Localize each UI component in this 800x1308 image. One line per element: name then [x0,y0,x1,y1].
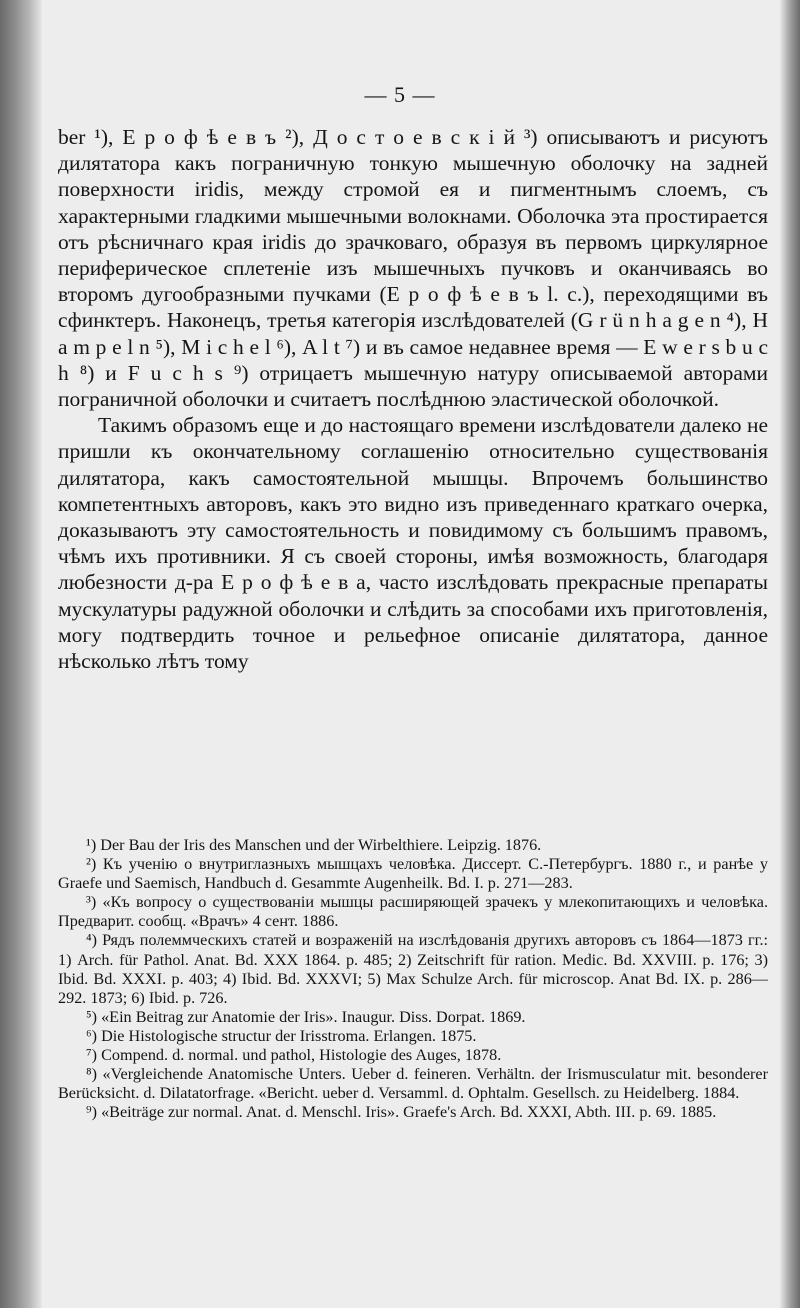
page-number: — 5 — [364,82,436,107]
footnote-2: ²) Къ ученію о внутриглазныхъ мышцахъ человѣка. Диссерт. С.-Петербургъ. 1880 г., и ранѣе у Graefe und Saemisch, Handbuch d. Gesammte Augenheilk. Bd. I. p. 271—283. [58,855,768,893]
footnote-7: ⁷) Compend. d. normal. und pathol, Histologie des Auges, 1878. [86,1046,502,1065]
page-edge-left [0,0,42,1308]
footnote-5: ⁵) «Ein Beitrag zur Anatomie der Iris». Inaugur. Diss. Dorpat. 1869. [86,1007,526,1026]
footnote-4: ⁴) Рядъ полеммческихъ статей и возраженій на изслѣдованія другихъ авторовъ съ 1864—1873 гг.: 1) Arch. für Pathol. Anat. Bd. XXX 1864. p. 485; 2) Zeitschrift für ration. Medic. Bd. XXVIII. p. 176; 3) Ibid. Bd. XXXI. p. 403; 4) Ibid. Bd. XXXVI; 5) Max Schulze Arch. für microscop. Anat Bd. IX. p. 286—292. 1873; 6) Ibid. p. 726. [58,931,768,1007]
footnote-3: ³) «Къ вопросу о существованіи мышцы расширяющей зрачекъ у млекопитающихъ и человѣка. Предварит. сообщ. «Врачъ» 4 сент. 1886. [58,893,768,931]
footnote-8: ⁸) «Vergleichende Anatomische Unters. Ueber d. feineren. Verhältn. der Irismusculatur mit. besonderer Berücksicht. d. Dilatatorfrage. «Bericht. ueber d. Versamml. d. Ophtalm. Gesellsch. zu Heidelberg. 1884. [58,1065,768,1103]
footnote-6: ⁶) Die Histologische structur der Irisstroma. Erlangen. 1875. [86,1026,477,1045]
footnotes-block [58,836,768,1122]
paragraph-1: ber ¹), Е р о ф ѣ е в ъ ²), Д о с т о е в с к і й ³) описываютъ и рисуютъ дилятатора какъ пограничную тонкую мышечную оболочку на задней поверхности iridis, между стромой ея и пигментнымъ слоемъ, съ характерными гладкими мышечными волокнами. Оболочка эта простирается отъ рѣсничнаго края iridis до зрачковаго, образуя въ первомъ циркулярное периферическое сплетеніе изъ мышечныхъ пучковъ и оканчиваясь во второмъ дугообразными пучками (Е р о ф ѣ е в ъ l. c.), переходящими въ сфинктеръ. Наконецъ, третья категорія изслѣдователей (G r ü n h a g e n ⁴), H a m p e l n ⁵), M i c h e l ⁶), A l t ⁷) и въ самое недавнее время — E w e r s b u c h ⁸) и F u c h s ⁹) отрицаетъ мышечную натуру описываемой авторами пограничной оболочки и считаетъ послѣднюю эластической оболочкой. [58,125,768,412]
footnote-1: ¹) Der Bau der Iris des Mansсhen und der Wirbelthiere. Leipzig. 1876. [86,836,542,854]
main-text-block [58,124,768,674]
footnote-9: ⁹) «Beiträge zur normal. Anat. d. Menschl. Iris». Graefe's Arch. Bd. XXXI, Abth. III. p. 69. 1885. [86,1103,717,1122]
page-edge-right [780,0,800,1308]
paragraph-2: Такимъ образомъ еще и до настоящаго времени изслѣдователи далеко не пришли къ окончательному соглашенію относительно существованія дилятатора, какъ самостоятельной мышцы. Впрочемъ большинство компетентныхъ авторовъ, какъ это видно изъ приведеннаго краткаго очерка, доказываютъ эту самостоятельность и повидимому съ большимъ правомъ, чѣмъ ихъ противники. Я съ своей стороны, имѣя возможность, благодаря любезности д-ра Е р о ф ѣ е в а, часто изслѣдовать прекрасные препараты мускулатуры радужной оболочки и слѣдить за способами ихъ приготовленія, могу подтвердить точное и рельефное описаніе дилятатора, данное нѣсколько лѣтъ тому [58,413,768,674]
